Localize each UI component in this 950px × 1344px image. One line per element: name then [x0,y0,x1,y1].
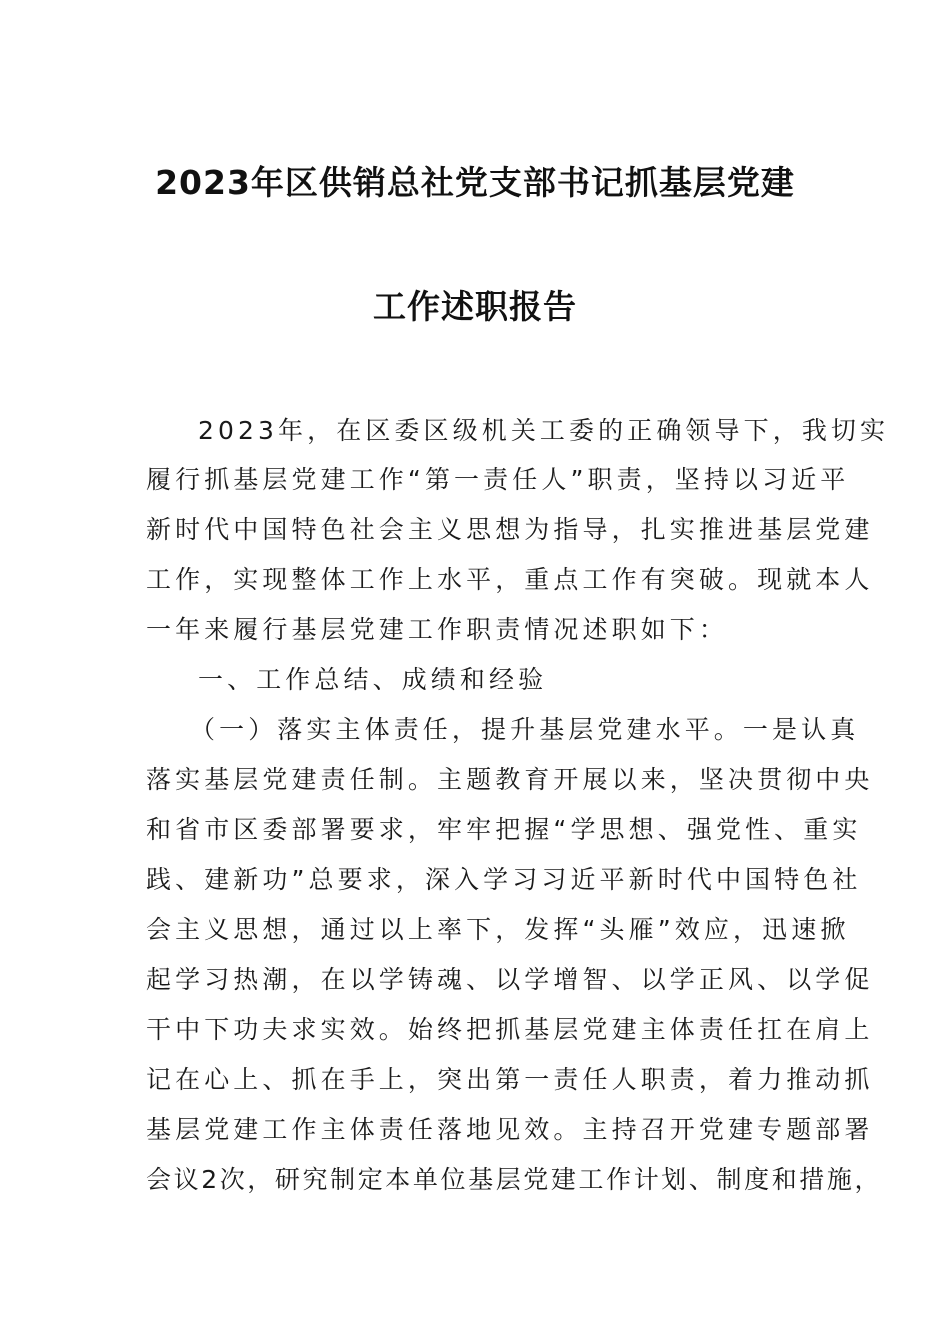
paragraph-line: 会议2次，研究制定本单位基层党建工作计划、制度和措施， [146,1165,883,1194]
paragraph-line: 一年来履行基层党建工作职责情况述职如下： [146,615,729,644]
paragraph-line: 干中下功夫求实效。始终把抓基层党建主体责任扛在肩上 [146,1015,874,1044]
paragraph-line: 会主义思想，通过以上率下，发挥“头雁”效应，迅速掀 [146,915,850,944]
paragraph-line: 落实基层党建责任制。主题教育开展以来，坚决贯彻中央 [146,765,874,794]
section-heading: 一、工作总结、成绩和经验 [198,665,548,694]
paragraph-line: （一）落实主体责任，提升基层党建水平。一是认真 [190,715,860,744]
paragraph-line: 践、建新功”总要求，深入学习习近平新时代中国特色社 [146,865,862,894]
document-title-line-1: 2023年区供销总社党支部书记抓基层党建 [155,163,795,202]
document-title-line-2: 工作述职报告 [373,287,577,326]
paragraph-line: 和省市区委部署要求，牢牢把握“学思想、强党性、重实 [146,815,862,844]
paragraph-line: 工作，实现整体工作上水平，重点工作有突破。现就本人 [146,565,874,594]
paragraph-line: 新时代中国特色社会主义思想为指导，扎实推进基层党建 [146,515,874,544]
paragraph-line: 履行抓基层党建工作“第一责任人”职责，坚持以习近平 [146,465,850,494]
paragraph-line: 起学习热潮，在以学铸魂、以学增智、以学正风、以学促 [146,965,874,994]
paragraph-line: 记在心上、抓在手上，突出第一责任人职责，着力推动抓 [146,1065,874,1094]
paragraph-line: 基层党建工作主体责任落地见效。主持召开党建专题部署 [146,1115,874,1144]
paragraph-line: 2023年，在区委区级机关工委的正确领导下，我切实 [198,416,890,445]
